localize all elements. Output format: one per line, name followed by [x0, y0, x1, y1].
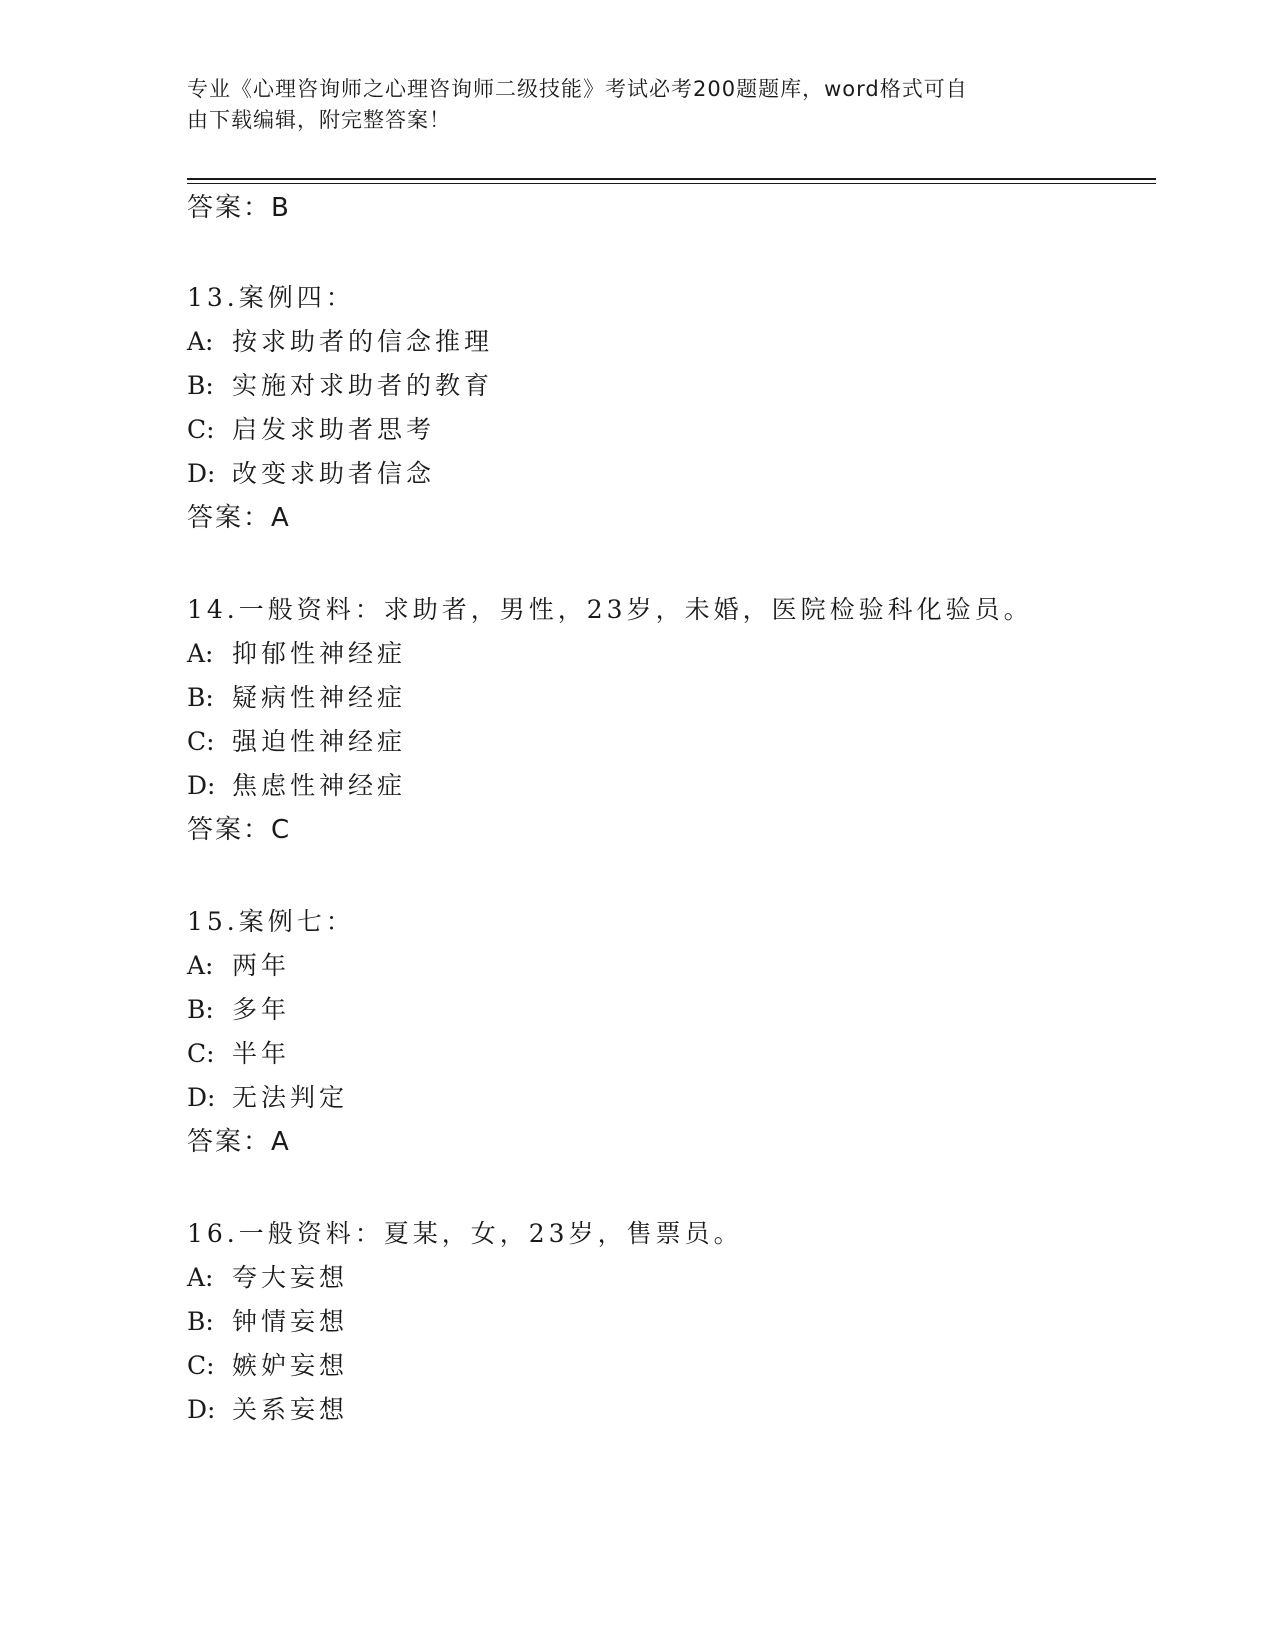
option-letter: A:	[187, 951, 214, 980]
option-letter: D:	[187, 771, 216, 800]
question-15-answer: 答案：A	[187, 1127, 291, 1157]
question-15-option-c	[187, 1038, 290, 1070]
option-letter: B:	[187, 995, 214, 1024]
option-text: 半年	[232, 1039, 291, 1068]
option-text: 焦虑性神经症	[232, 771, 407, 800]
option-text: 夸大妄想	[232, 1263, 349, 1292]
option-letter: D:	[187, 459, 216, 488]
previous-answer: 答案：B	[187, 193, 291, 223]
question-14-title: 14.一般资料：求助者，男性，23岁，未婚，医院检验科化验员。	[187, 595, 1033, 624]
question-15-title: 15.案例七：	[187, 907, 355, 936]
option-text: 抑郁性神经症	[232, 639, 407, 668]
header-line-2: 由下载编辑，附完整答案！	[187, 108, 451, 132]
question-15-option-a	[187, 950, 290, 982]
option-text: 无法判定	[232, 1083, 349, 1112]
option-text: 嫉妒妄想	[232, 1351, 349, 1380]
option-text: 疑病性神经症	[232, 683, 407, 712]
question-14-option-b	[187, 682, 406, 714]
option-text: 强迫性神经症	[232, 727, 407, 756]
question-14-option-c	[187, 726, 406, 758]
option-text: 关系妄想	[232, 1395, 349, 1424]
option-letter: D:	[187, 1395, 216, 1424]
option-letter: C:	[187, 1039, 215, 1068]
question-16-option-a	[187, 1262, 348, 1294]
option-letter: B:	[187, 1307, 214, 1336]
option-letter: A:	[187, 1263, 214, 1292]
option-letter: C:	[187, 415, 215, 444]
option-text: 实施对求助者的教育	[232, 371, 494, 400]
question-13-answer: 答案：A	[187, 503, 291, 533]
question-16-option-b	[187, 1306, 348, 1338]
option-text: 启发求助者思考	[232, 415, 436, 444]
header-divider-thin	[187, 183, 1156, 184]
document-header	[187, 74, 1067, 136]
header-divider-thick	[187, 178, 1156, 180]
question-14-option-a	[187, 638, 406, 670]
question-15-option-d	[187, 1082, 348, 1114]
question-16-option-d	[187, 1394, 348, 1426]
question-13-option-b	[187, 370, 493, 402]
option-letter: C:	[187, 727, 215, 756]
header-line-1: 专业《心理咨询师之心理咨询师二级技能》考试必考200题题库，word格式可自	[187, 77, 968, 101]
option-letter: B:	[187, 683, 214, 712]
question-13-option-d	[187, 458, 435, 490]
option-text: 按求助者的信念推理	[232, 327, 494, 356]
option-letter: C:	[187, 1351, 215, 1380]
question-13-option-a	[187, 326, 493, 358]
question-14-answer: 答案：C	[187, 815, 292, 845]
question-16-option-c	[187, 1350, 348, 1382]
question-14-option-d	[187, 770, 406, 802]
question-16-title: 16.一般资料：夏某，女，23岁，售票员。	[187, 1219, 743, 1248]
option-text: 钟情妄想	[232, 1307, 349, 1336]
question-15-option-b	[187, 994, 290, 1026]
option-text: 两年	[232, 951, 291, 980]
option-text: 多年	[232, 995, 291, 1024]
question-13-option-c	[187, 414, 435, 446]
option-text: 改变求助者信念	[232, 459, 436, 488]
option-letter: A:	[187, 639, 214, 668]
option-letter: A:	[187, 327, 214, 356]
option-letter: B:	[187, 371, 214, 400]
option-letter: D:	[187, 1083, 216, 1112]
question-13-title: 13.案例四：	[187, 283, 355, 312]
